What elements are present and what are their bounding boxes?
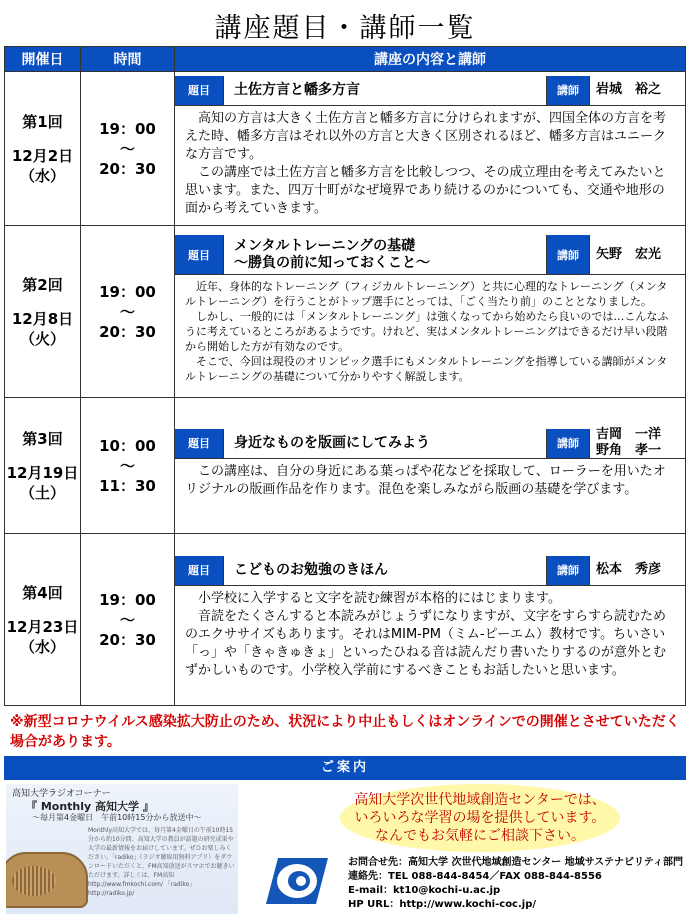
header-time: 時間 xyxy=(81,47,175,72)
session-description-paragraph: この講座は、自分の身近にある葉っぱや花などを採取して、ローラーを用いたオリジナルの版画作品を作ります。混色を楽しみながら版画の基礎を学びます。 xyxy=(185,463,666,497)
session-description-paragraph: 近年、身体的なトレーニング（フィジカルトレーニング）と共に心理的なトレーニング（メンタルトレーニング）を行うことがトップ選手にとっては、「ごく当たり前」のこととなりました。 xyxy=(185,280,668,308)
session-title-line: ～勝負の前に知っておくこと～ xyxy=(234,254,430,271)
contact-phone: 連絡先：TEL 088-844-8454／FAX 088-844-8556 xyxy=(348,871,602,882)
contact-url[interactable]: HP URL：http://www.kochi-coc.jp/ xyxy=(348,899,537,910)
session-number: 第4回 xyxy=(22,583,63,602)
session-time-cell xyxy=(81,226,175,398)
session-content-cell xyxy=(175,398,686,534)
instructor-name: 矢野 宏光 xyxy=(596,246,662,262)
start-time: 19：00 xyxy=(99,119,156,138)
header-content: 講座の内容と講師 xyxy=(175,47,686,72)
radio-corner-ad xyxy=(6,784,238,914)
session-weekday: （水） xyxy=(19,637,65,656)
title-label: 題目 xyxy=(175,429,223,458)
session-date-cell xyxy=(5,72,81,226)
session-date-cell xyxy=(5,398,81,534)
schedule-table xyxy=(4,46,686,706)
info-bubble xyxy=(340,784,620,852)
time-tilde: ～ xyxy=(119,610,135,629)
bubble-line: いろいろな学習の場を提供しています。 xyxy=(354,810,606,826)
session-description-paragraph: そこで、今回は現役のオリンピック選手にもメンタルトレーニングを指導している講師がメンタルトレーニングの基礎について分かりやすく解説します。 xyxy=(185,355,668,383)
instructor-label: 講師 xyxy=(547,76,589,105)
end-time: 11：30 xyxy=(99,476,156,495)
session-title-bar xyxy=(175,235,685,275)
instructor-name: 岩城 裕之 xyxy=(596,82,662,97)
time-tilde: ～ xyxy=(119,139,135,158)
session-row xyxy=(5,398,686,534)
session-description xyxy=(175,459,685,503)
session-content-cell xyxy=(175,226,686,398)
session-title-line: メンタルトレーニングの基礎 xyxy=(234,237,416,254)
guide-header: ご案内 xyxy=(4,756,686,780)
session-number: 第3回 xyxy=(22,429,63,448)
start-time: 10：00 xyxy=(99,436,156,455)
instructor-name: 吉岡 一洋 xyxy=(596,427,662,442)
title-label: 題目 xyxy=(175,556,223,585)
instructor-cell xyxy=(589,556,685,585)
radio-body-text: Monthly高知大学では、毎月第4金曜日の午前10時15分から約10分間、高知大学の教員が話題の研究成果や大学の最新情報をお届けしています。ぜひお楽しみください。「radiko」（ラジオ聴取用無料アプリ）をダウンロードいただくと、FM高知放送がスマホでお聴きいただけます。詳しくは、FM高知 http://www.fmkochi.com/ 「radiko」 http://radiko.jp/ xyxy=(88,827,235,897)
title-label: 題目 xyxy=(175,235,223,274)
radio-program-name: 『 Monthly 高知大学 』 xyxy=(26,800,154,813)
session-title xyxy=(223,429,547,458)
session-weekday: （火） xyxy=(19,329,65,348)
header-date: 開催日 xyxy=(5,47,81,72)
session-time-cell xyxy=(81,398,175,534)
session-date: 12月19日 xyxy=(6,463,79,482)
session-number: 第2回 xyxy=(22,275,63,294)
bubble-line: 高知大学次世代地域創造センターでは、 xyxy=(354,792,606,808)
session-content-cell xyxy=(175,72,686,226)
bubble-line: なんでもお気軽にご相談下さい。 xyxy=(375,828,585,844)
session-description xyxy=(175,106,685,222)
session-date: 12月8日 xyxy=(11,309,74,328)
session-title-line: こどものお勉強のきほん xyxy=(234,561,388,578)
session-row xyxy=(5,72,686,226)
session-number: 第1回 xyxy=(22,112,63,131)
session-description-paragraph: 小学校に入学すると文字を読む練習が本格的にはじまります。 xyxy=(198,590,561,606)
radio-illustration xyxy=(6,852,88,908)
instructor-label: 講師 xyxy=(547,235,589,274)
end-time: 20：30 xyxy=(99,322,156,341)
instructor-cell xyxy=(589,429,685,458)
session-date-cell xyxy=(5,534,81,706)
instructor-cell xyxy=(589,76,685,105)
instructor-cell xyxy=(589,235,685,274)
table-header xyxy=(5,47,686,72)
session-time-cell xyxy=(81,534,175,706)
instructor-name: 野角 孝一 xyxy=(596,443,662,458)
radio-corner-label: 高知大学ラジオコーナー xyxy=(12,789,111,799)
session-title-bar xyxy=(175,556,685,586)
page-title: 講座題目・講師一覧 xyxy=(214,13,476,44)
contact-email[interactable]: E-mail：kt10@kochi-u.ac.jp xyxy=(348,885,501,896)
session-title-bar xyxy=(175,429,685,459)
session-time-cell xyxy=(81,72,175,226)
radio-schedule: ～毎月第4金曜日 午前10時15分から放送中～ xyxy=(32,813,202,822)
session-row xyxy=(5,226,686,398)
session-title xyxy=(223,235,547,274)
session-description-paragraph: 高知の方言は大きく土佐方言と幡多方言に分けられますが、四国全体の方言を考えた時、幡多方言はそれ以外の方言と大きく区別されるほど、幡多方言はユニークな方言です。 xyxy=(185,110,667,162)
session-title-line: 土佐方言と幡多方言 xyxy=(234,81,360,98)
session-date: 12月23日 xyxy=(6,617,79,636)
session-title-line: 身近なものを版画にしてみよう xyxy=(234,434,430,451)
instructor-label: 講師 xyxy=(547,429,589,458)
session-description xyxy=(175,275,685,388)
covid-notice: ※新型コロナウイルス感染拡大防止のため、状況により中止もしくはオンラインでの開催とさせていただく場合があります。 xyxy=(10,714,680,750)
session-description-paragraph: しかし、一般的には「メンタルトレーニング」は強くなってから始めたら良いのでは…こんなふうに考えているところがあるようです。けれど、実はメンタルトレーニングはできるだけ早い段階から開始した方が有効なのです。 xyxy=(185,310,669,353)
session-title xyxy=(223,556,547,585)
end-time: 20：30 xyxy=(99,159,156,178)
time-tilde: ～ xyxy=(119,302,135,321)
session-date-cell xyxy=(5,226,81,398)
instructor-name: 松本 秀彦 xyxy=(596,562,662,577)
time-tilde: ～ xyxy=(119,456,135,475)
session-weekday: （土） xyxy=(19,483,65,502)
start-time: 19：00 xyxy=(99,282,156,301)
session-description-paragraph: 音読をたくさんすると本読みがじょうずになりますが、文字をすらすら読むためのエクササイズもあります。それはMIM-PM（ミム-ピーエム）教材です。ちいさい「っ」や「きゃきゅきょ」といったひねる音は読んだり書いたりするのが意外とむずかしいものです。小学校入学前にするべきこともお話したいと思います。 xyxy=(185,608,667,678)
instructor-label: 講師 xyxy=(547,556,589,585)
session-date: 12月2日 xyxy=(11,146,74,165)
start-time: 19：00 xyxy=(99,590,156,609)
session-row xyxy=(5,534,686,706)
session-weekday: （水） xyxy=(19,166,65,185)
contact-inquiry: お問合せ先：高知大学 次世代地域創造センター 地域サステナビリティ部門 xyxy=(348,857,683,868)
session-title-bar xyxy=(175,76,685,106)
session-description xyxy=(175,586,685,684)
session-description-paragraph: この講座では土佐方言と幡多方言を比較しつつ、その成立理由を考えてみたいと思います。また、四万十町がなぜ境界であり続けるのかについても、交通や地形の面から考えていきます。 xyxy=(185,164,666,216)
end-time: 20：30 xyxy=(99,630,156,649)
contact-info xyxy=(348,856,683,912)
title-label: 題目 xyxy=(175,76,223,105)
session-content-cell xyxy=(175,534,686,706)
university-logo-icon xyxy=(258,852,336,910)
session-title xyxy=(223,76,547,105)
